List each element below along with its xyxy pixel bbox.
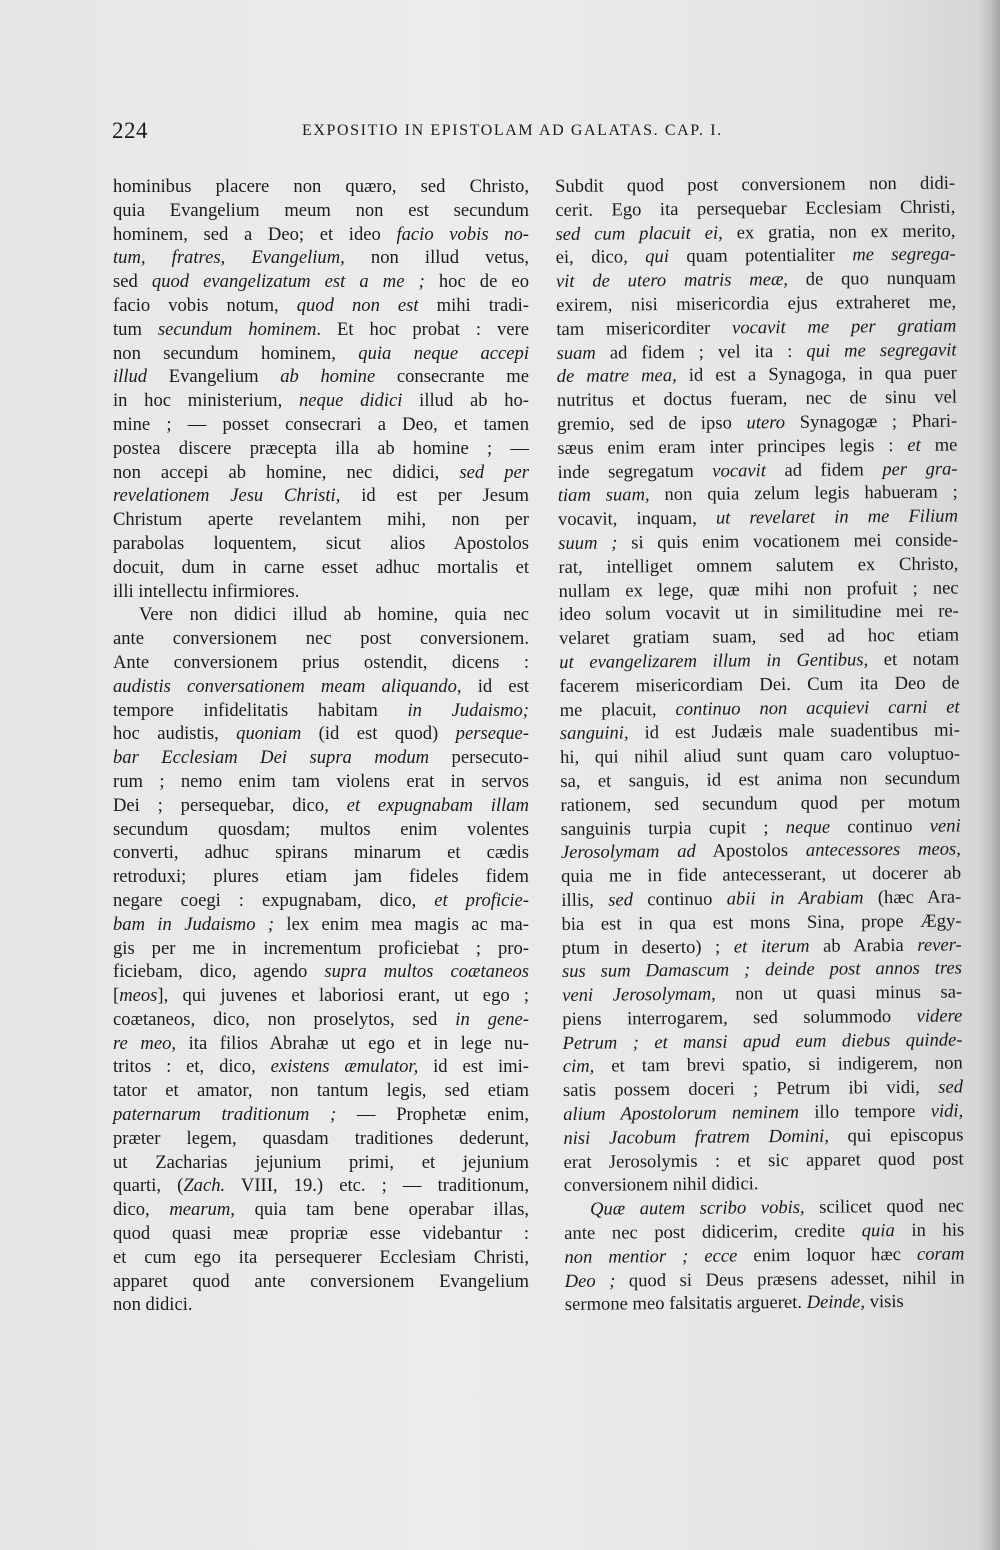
- text-line: Christum aperte revelantem mihi, non per: [113, 509, 529, 531]
- text-line: nisi Jacobum fratrem Domini, qui episcopus: [563, 1124, 964, 1149]
- text-line: non secundum hominem, quia neque accepi: [113, 342, 529, 364]
- text-line: piens interrogarem, sed solummodo videre: [562, 1005, 963, 1030]
- text-line: non didici.: [113, 1294, 193, 1316]
- text-line: converti, adhuc spirans minarum et cædis: [113, 842, 529, 864]
- text-line: non accepi ab homine, nec didici, sed per: [113, 461, 529, 483]
- text-line: quarti, (Zach. VIII, 19.) etc. ; — traditionum,: [113, 1175, 529, 1197]
- page-number: 224: [112, 118, 148, 143]
- text-line: hoc audistis, quoniam (id est quod) perseque-: [113, 723, 529, 745]
- text-line: negare coegi : expugnabam, dico, et proficie-: [113, 889, 529, 911]
- text-line: rum ; nemo enim tam violens erat in servos: [113, 770, 529, 792]
- text-line: coætaneos, dico, non proselytos, sed in gene-: [113, 1008, 530, 1030]
- text-line: gis per me in incrementum proficiebat ; pro-: [113, 937, 529, 959]
- text-line: facerem misericordiam Dei. Cum ita Deo de: [559, 672, 960, 697]
- text-line: vocavit, inquam, ut revelaret in me Filium: [557, 505, 959, 531]
- text-line: velaret gratiam suam, sed ad hoc etiam: [558, 624, 960, 650]
- text-line: tam misericorditer vocavit me per gratiam: [556, 315, 957, 340]
- text-line: ut Zacharias jejunium primi, et jejunium: [113, 1151, 529, 1173]
- text-line: præter legem, quasdam traditiones dederunt,: [113, 1127, 529, 1149]
- text-line: rat, intelliget omnem salutem ex Christo,: [558, 553, 959, 578]
- paragraph: [564, 1195, 965, 1317]
- text-line: de matre mea, id est a Synagoga, in qua puer: [556, 362, 957, 388]
- text-line: ei, dico, qui quam potentialiter me segrega-: [555, 243, 956, 269]
- text-line: in hoc ministerium, neque didici illud ab ho-: [113, 390, 530, 412]
- text-line: sed quod evangelizatum est a me ; hoc de eo: [113, 271, 529, 293]
- text-line: bam in Judaismo ; lex enim mea magis ac ma-: [113, 913, 529, 935]
- page-edge-shadow: [978, 0, 1000, 1550]
- text-line: me placuit, continuo non acquievi carni et: [559, 696, 960, 721]
- text-line: vit de utero matris meæ, de quo nunquam: [555, 267, 957, 293]
- text-line: nullam ex lege, quæ mihi non profuit ; nec: [558, 577, 959, 602]
- text-line: Dei ; persequebar, dico, et expugnabam illam: [113, 794, 529, 816]
- text-line: paternarum traditionum ; — Prophetæ enim,: [113, 1104, 529, 1126]
- text-line: Jerosolymam ad Apostolos antecessores meos,: [560, 838, 961, 864]
- text-line: audistis conversationem meam aliquando, id est: [113, 675, 529, 697]
- text-line: Quæ autem scribo vobis, scilicet quod nec: [589, 1195, 965, 1220]
- text-line: rationem, sed secundum quod per motum: [560, 791, 961, 816]
- text-line: bia est in qua est mons Sina, prope Ægy-: [561, 910, 962, 935]
- text-line: erat Jerosolymis : et sic apparet quod post: [563, 1148, 964, 1173]
- text-line: mine ; — posset consecrari a Deo, et tamen: [113, 413, 529, 435]
- paragraph: [113, 603, 529, 1317]
- text-line: ut evangelizarem illum in Gentibus, et notam: [559, 648, 960, 673]
- text-line: illi intellectu infirmiores.: [113, 580, 300, 602]
- text-line: Deo ; quod si Deus præsens adesset, nihil in: [564, 1267, 965, 1292]
- text-line: retroduxi; plures etiam jam fideles fidem: [113, 866, 529, 888]
- text-line: ptum in deserto) ; et iterum ab Arabia rever-: [561, 933, 962, 959]
- text-line: postea discere præcepta illa ab homine ; —: [113, 437, 529, 459]
- right-text-column: [555, 172, 965, 1318]
- text-line: sus sum Damascum ; deinde post annos tres: [561, 957, 963, 983]
- text-line: sed cum placuit ei, ex gratia, non ex merito,: [555, 220, 956, 245]
- text-line: Vere non didici illud ab homine, quia nec: [139, 604, 529, 626]
- text-line: cerit. Ego ita persequebar Ecclesiam Christi,: [555, 196, 956, 221]
- text-line: nutritus et doctus fueram, nec de sinu vel: [556, 386, 958, 412]
- text-line: quia me in fide antecesserant, ut docerer ab: [561, 862, 962, 888]
- text-line: revelationem Jesu Christi, id est per Jesum: [113, 485, 529, 507]
- text-line: cim, et tam brevi spatio, si indigerem, non: [562, 1052, 963, 1078]
- text-line: sanguini, id est Judæis male suadentibus mi-: [559, 719, 960, 745]
- text-line: suum ; si quis enim vocationem mei conside-: [558, 529, 959, 554]
- text-line: veni Jerosolymam, non ut quasi minus sa-: [562, 981, 963, 1007]
- text-line: hominibus placere non quæro, sed Christo,: [113, 176, 529, 197]
- text-line: tum secundum hominem. Et hoc probat : vere: [113, 318, 529, 340]
- paragraph: [555, 172, 964, 1199]
- text-line: tritos : et, dico, existens æmulator, id est imi-: [113, 1056, 529, 1078]
- text-line: sa, et sanguis, id est anima non secundum: [560, 767, 961, 792]
- text-line: quia Evangelium meum non est secundum: [113, 199, 529, 221]
- text-line: tum, fratres, Evangelium, non illud vetus,: [113, 247, 530, 269]
- text-line: bar Ecclesiam Dei supra modum persecuto-: [113, 747, 529, 769]
- text-line: docuit, dum in carne esset adhuc mortalis et: [113, 556, 529, 578]
- text-line: re meo, ita filios Abrahæ ut ego et in lege nu-: [113, 1032, 529, 1054]
- text-line: tempore infidelitatis habitam in Judaismo;: [113, 699, 530, 721]
- text-line: quod quasi meæ propriæ esse videbantur :: [113, 1223, 529, 1245]
- text-line: conversionem nihil didici.: [563, 1173, 759, 1197]
- text-line: ficiebam, dico, agendo supra multos coætaneos: [113, 961, 529, 983]
- running-title: EXPOSITIO IN EPISTOLAM AD GALATAS. CAP. I.: [302, 122, 723, 139]
- text-line: sæus enim eram inter principes legis : et me: [557, 434, 958, 459]
- page-header: [112, 118, 942, 148]
- text-line: Ante conversionem prius ostendit, dicens :: [113, 651, 529, 673]
- text-line: hominem, sed a Deo; et ideo facio vobis no-: [113, 223, 530, 245]
- text-line: tator et amator, non tantum legis, sed etiam: [113, 1080, 529, 1102]
- text-line: satis possem doceri ; Petrum ibi vidi, sed: [562, 1076, 964, 1102]
- text-line: alium Apostolorum neminem illo tempore vidi,: [563, 1100, 964, 1126]
- text-line: illud Evangelium ab homine consecrante me: [113, 366, 529, 388]
- text-line: ideo solum vocavit ut in similitudine mei re-: [558, 600, 959, 626]
- text-line: illis, sed continuo abii in Arabiam (hæc Ara-: [561, 886, 962, 911]
- text-line: parabolas loquentem, sicut alios Apostolos: [113, 532, 529, 554]
- left-text-column: [113, 175, 529, 1317]
- paragraph: [113, 175, 529, 603]
- text-line: exirem, nisi misericordia ejus extraheret me,: [556, 291, 957, 316]
- text-line: suam ad fidem ; vel ita : qui me segregavit: [556, 339, 957, 364]
- text-line: non mentior ; ecce enim loquor hæc coram: [564, 1243, 965, 1268]
- text-line: [meos], qui juvenes et laboriosi erant, ut ego ;: [113, 985, 529, 1007]
- text-line: hi, qui nihil aliud sunt quam caro voluptuo-: [559, 743, 961, 769]
- text-line: et cum ego ita persequerer Ecclesiam Christi,: [113, 1246, 529, 1268]
- text-line: dico, mearum, quia tam bene operabar illas,: [113, 1199, 529, 1221]
- text-line: ante nec post didicerim, credite quia in his: [564, 1219, 965, 1245]
- text-line: Subdit quod post conversionem non didi-: [555, 172, 956, 197]
- text-line: secundum quosdam; multos enim volentes: [113, 818, 529, 840]
- text-line: inde segregatum vocavit ad fidem per gra-: [557, 458, 958, 483]
- text-line: facio vobis notum, quod non est mihi tradi-: [113, 294, 529, 316]
- text-line: Petrum ; et mansi apud eum diebus quinde-: [562, 1029, 963, 1054]
- text-line: sermone meo falsitatis argueret. Deinde, visis: [564, 1291, 904, 1316]
- text-line: gremio, sed de ipso utero Synagogæ ; Phari-: [557, 410, 958, 435]
- text-line: tiam suam, non quia zelum legis habueram ;: [557, 481, 958, 507]
- text-line: ante conversionem nec post conversionem.: [113, 628, 529, 650]
- text-line: apparet quod ante conversionem Evangelium: [113, 1270, 529, 1292]
- text-line: sanguinis turpia cupit ; neque continuo veni: [560, 815, 961, 840]
